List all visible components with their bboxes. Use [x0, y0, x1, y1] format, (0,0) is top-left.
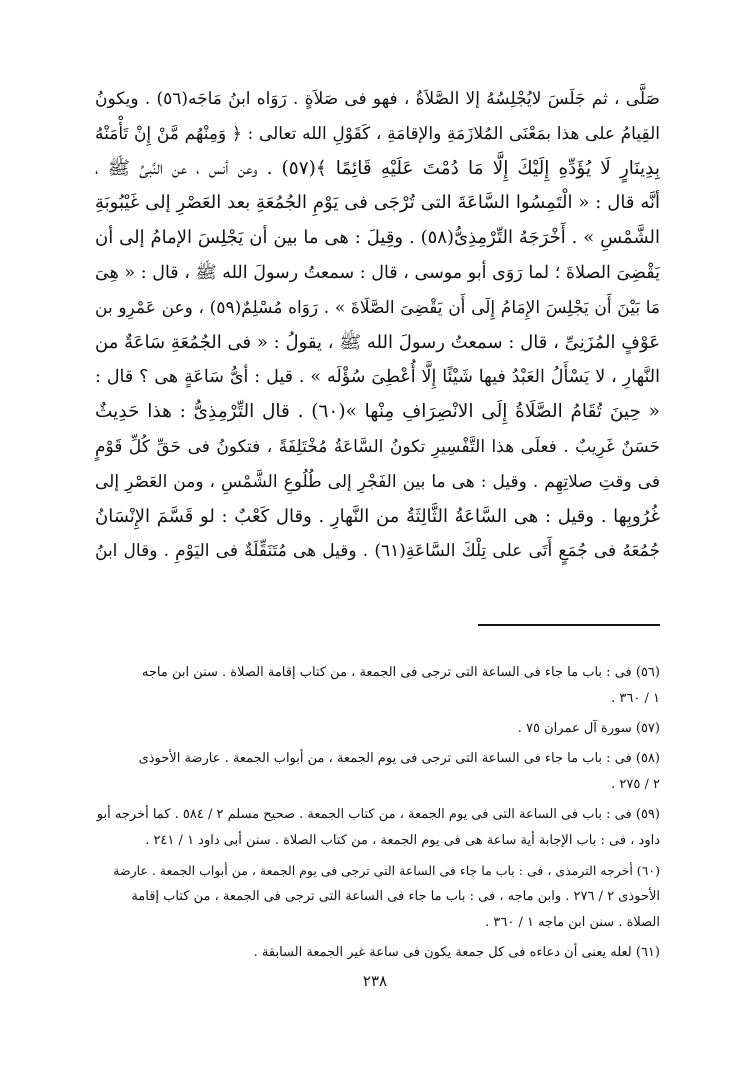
footnote-61 [95, 940, 660, 966]
text-line: حَسَنٌ غَرِيبٌ . فعلَى هذا التَّفْسِيرِ تكونُ السَّاعَةُ مُخْتَلِفَةً ، فتكونُ فى حَقِّ كُلِّ قَوْمٍ [95, 436, 660, 457]
text-line: النَّهارِ ، لا يَسْأَلُ العَبْدُ فيها شَيْئًا إِلَّا أُعْطِىَ سُؤْلَه » . قيل : أىُّ سَاعَةٍ هى ؟ قال : [95, 367, 660, 388]
text-line: غُرُوبِها . وقيل : هى السَّاعَةُ الثَّالِثَةُ من النَّهارِ . وقال كَعْبٌ : لو قَسَّمَ الإِنْسَانُ [95, 505, 660, 527]
text-line: بِدِينَارٍ لَا يُؤَدِّهِ إِلَيْكَ إِلَّا مَا دُمْتَ عَلَيْهِ قَائِمًا ﴾(٥٧) . وعن أنس ، عن النَّبىِّ ﷺ ، [95, 157, 661, 179]
footnote-line: داود ، فى : باب الإجابة أية ساعة هى فى يوم الجمعة ، من كتاب الصلاة . سنن أبى داود ١ / ٢٤١ . [145, 833, 660, 848]
text-line: الشَّمْسِ » . أَخْرَجَهُ التِّرْمِذِىُّ(٥٨) . وقِيلَ : هى ما بين أن يَجْلِسَ الإمامُ إلى أن [95, 227, 661, 249]
text-line: يَقْضِىَ الصلاةَ ؛ لما رَوَى أبو موسى ، قال : سمعتُ رسولَ الله ﷺ ، قال : « هِىَ [95, 262, 660, 283]
footnote-separator-rule [478, 624, 660, 626]
footnote-line: الأحوذى ٢ / ٢٧٦ . وابن ماجه ، فى : باب ما جاء فى الساعة التى ترجى فى الجمعة ، من كتاب إقامة [131, 889, 660, 904]
footnote-line: (٥٨) فى : باب ما جاء فى الساعة التى ترجى فى يوم الجمعة ، من أبواب الجمعة . عارضة الأحوذى [138, 751, 660, 766]
footnote-line: (٥٧) سورة آل عمران ٧٥ . [517, 721, 660, 736]
footnote-58 [95, 746, 660, 798]
footnotes-block [95, 660, 660, 970]
footnote-line: (٦١) لعله يعنى أن دعاءه فى كل جمعة يكون فى ساعة غير الجمعة السابقة . [253, 945, 660, 960]
main-text-block [95, 82, 660, 569]
footnote-59 [95, 802, 660, 854]
text-line: « حِينَ تُقَامُ الصَّلَاةُ إِلَى الانْصِرَافِ مِنْها »(٦٠) . قال التِّرْمِذِىُّ : هذا حَدِيثٌ [95, 401, 660, 423]
text-line: فى وقتِ صلاتِهِم . وقيل : هى ما بين الفَجْرِ إلى طُلُوعِ الشَّمْسِ ، ومن العَصْرِ إلى [95, 471, 660, 492]
text-line: صَلَّى ، ثم جَلَسَ لايُجْلِسُهُ إلا الصَّلاَةُ ، فهو فى صَلاَةٍ . رَوَاه ابنُ مَاجَه(٥٦) . ويكونُ [95, 89, 660, 109]
footnote-line: (٥٩) فى : باب فى الساعة التى فى يوم الجمعة ، من كتاب الجمعة . صحيح مسلم ٢ / ٥٨٤ . كما أخرجه أبو [96, 807, 660, 822]
text-line: مَا بَيْنَ أَن يَجْلِسَ الإِمَامُ إِلَى أَن يَقْضِىَ الصَّلَاةَ » . رَوَاه مُسْلِمٌ(٥٩) ، وعن عَمْرِو بن [95, 297, 661, 318]
footnote-line: (٦٠) أخرجه الترمذى ، فى : باب ما جاء فى الساعة التى ترجى فى يوم الجمعة ، من أبواب الجمعة . عارضة [113, 863, 660, 878]
page-number: ٢٣٨ [362, 972, 388, 990]
footnote-60 [95, 858, 660, 936]
text-line: أنَّه قال : « الْتَمِسُوا السَّاعَةَ التى تُرْجَى فى يَوْمِ الجُمُعَةِ بعد العَصْرِ إلى غَيْبُوبَةِ [95, 192, 660, 214]
text-line: جُمُعَهُ فى جُمَعٍ أَتَى على تِلْكَ السَّاعَةِ(٦١) . وقيل هى مُتَنَقِّلَةٌ فى اليَوْمِ . وقال ابنُ [95, 541, 660, 562]
text-line: القِيامُ على هذا بمَعْنَى المُلازَمَةِ والإقامَةِ ، كَقَوْلِ الله تعالى : ﴿ وَمِنْهُم مَّنْ إِنْ تَأْمَنْهُ [95, 123, 660, 144]
footnote-line: ١ / ٣٦٠ . [611, 691, 660, 706]
footnote-line: ٢ / ٢٧٥ . [611, 777, 660, 792]
text-line: عَوْفٍ المُزَنِىِّ ، قال : سمعتُ رسولَ الله ﷺ ، يقولُ : « فى الجُمُعَةِ سَاعَةٌ من [95, 331, 660, 353]
footnote-57 [95, 716, 660, 742]
footnote-line: الصلاة . سنن ابن ماجه ١ / ٣٦٠ . [485, 915, 660, 930]
footnote-line: (٥٦) فى : باب ما جاء فى الساعة التى ترجى فى الجمعة ، من كتاب إقامة الصلاة . سنن ابن ماجه [141, 665, 660, 680]
footnote-56 [95, 660, 660, 712]
